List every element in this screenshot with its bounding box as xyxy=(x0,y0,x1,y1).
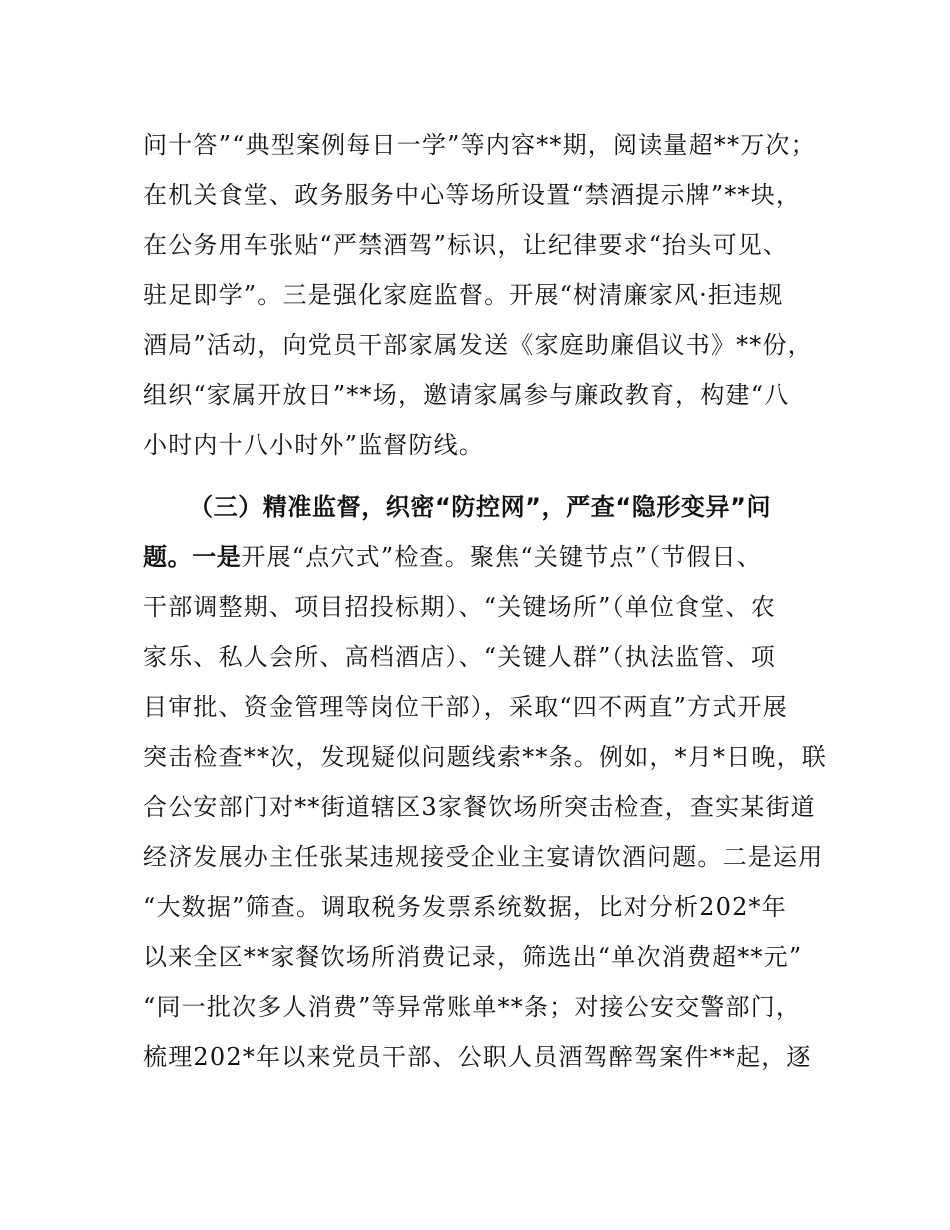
body-text-run: 开展“点穴式”检查。聚焦“关键节点”（节假日、 xyxy=(241,543,763,571)
section-heading-continuation xyxy=(143,539,823,575)
body-text-line: 在公务用车张贴“严禁酒驾”标识，让纪律要求“抬头可见、 xyxy=(143,231,789,259)
body-text-line: 以来全区**家餐饮场所消费记录，筛选出“单次消费超**元” xyxy=(143,943,803,971)
body-text-line: 小时内十八小时外”监督防线。 xyxy=(143,431,485,459)
body-text-line: 合公安部门对**街道辖区3家餐饮场所突击检查，查实某街道 xyxy=(143,793,816,821)
section-heading-end: 题。一是 xyxy=(143,543,242,571)
body-text-line: 干部调整期、项目招投标期）、“关键场所”（单位食堂、农 xyxy=(143,593,776,621)
body-text-line: 在机关食堂、政务服务中心等场所设置“禁酒提示牌”**块， xyxy=(143,181,802,209)
body-text-line: 突击检查**次，发现疑似问题线索**条。例如，*月*日晚，联 xyxy=(143,743,827,771)
body-text-line: 经济发展办主任张某违规接受企业主宴请饮酒问题。二是运用 xyxy=(143,843,824,871)
body-text-line: “同一批次多人消费”等异常账单**条；对接公安交警部门， xyxy=(143,993,802,1021)
body-text-line: 梳理202*年以来党员干部、公职人员酒驾醉驾案件**起，逐 xyxy=(143,1043,812,1071)
section-heading: （三）精准监督，织密“防控网”，严查“隐形变异”问 xyxy=(189,493,772,521)
body-text-line: 酒局”活动，向党员干部家属发送《家庭助廉倡议书》**份， xyxy=(143,331,813,359)
body-text-line: 驻足即学”。三是强化家庭监督。开展“树清廉家风·拒违规 xyxy=(143,281,784,309)
body-text-line: 问十答”“典型案例每日一学”等内容**期，阅读量超**万次； xyxy=(143,131,816,159)
body-text-line: “大数据”筛查。调取税务发票系统数据，比对分析202*年 xyxy=(143,893,787,921)
body-text-line: 目审批、资金管理等岗位干部），采取“四不两直”方式开展 xyxy=(143,693,788,721)
body-text-line: 组织“家属开放日”**场，邀请家属参与廉政教育，构建“八 xyxy=(143,381,790,409)
body-text-line: 家乐、私人会所、高档酒店）、“关键人群”（执法监管、项 xyxy=(143,643,776,671)
